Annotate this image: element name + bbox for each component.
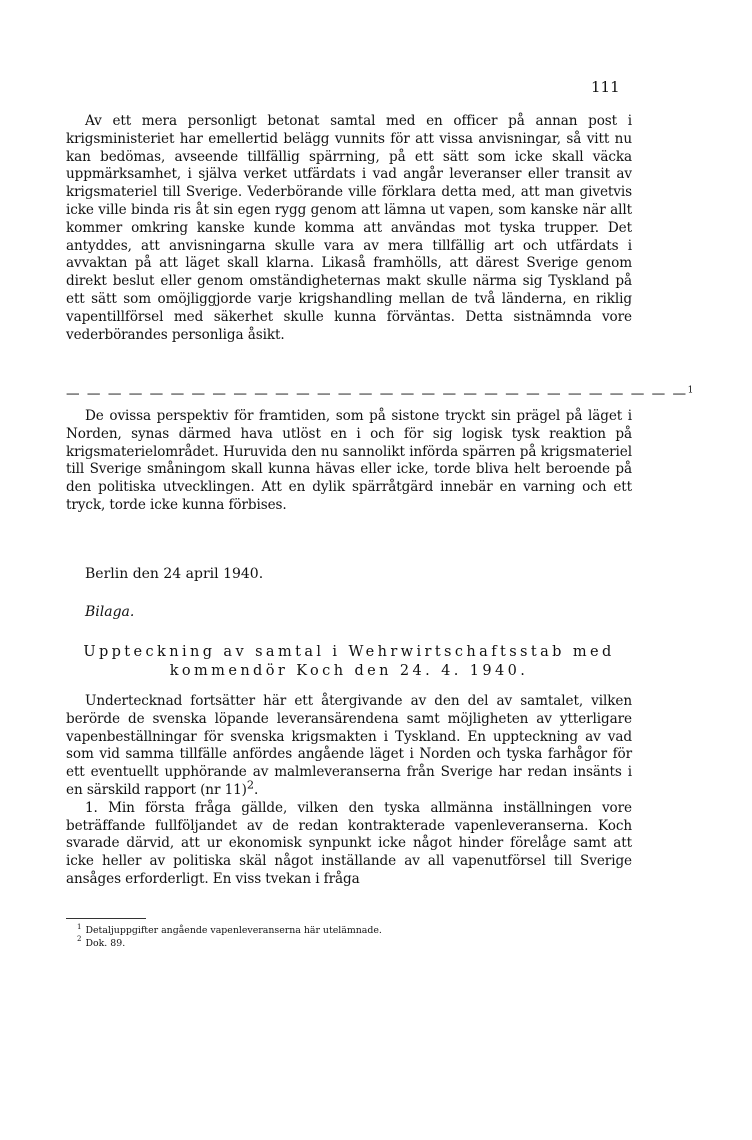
- footnote-ref-2: 2: [246, 777, 254, 792]
- footnote-2-marker: 2: [77, 935, 82, 944]
- paragraph-2: De ovissa perspektiv för framtiden, som på sistone tryckt sin prägel på läget i Norden, synas därmed hava utlöst en i och för sig logisk tysk reaktion på krigsmaterielområdet. Huruvida den nu sannolikt införda spärren på krigsmateriel till Sverige småningom skall kunna hävas eller icke, torde bliva helt beroende på den politiska utvecklingen. Att en dylik spärråtgärd innebär en varning och ett tryck, torde icke kunna förbises.: [66, 408, 632, 513]
- section-title: [66, 643, 632, 681]
- dateline: Berlin den 24 april 1940.: [85, 566, 264, 582]
- paragraph-1: Av ett mera personligt betonat samtal med en officer på annan post i krigsministeriet har emellertid belägg vunnits för att vissa anvisningar, så vitt nu kan bedömas, avseende tillfällig spärrning, på ett sätt som icke skall väcka uppmärksamhet, i själva verket utfärdats i vad angår leveranser eller transit av krigsmateriel till Sverige. Vederbörande ville förklara detta med, att man givetvis icke ville binda ris åt sin egen rygg genom att lämna ut vapen, som kanske när allt kommer omkring kanske kunde komma att användas mot tyska trupper. Det antyddes, att anvisningarna skulle vara av mera tillfällig art och utfärdats i avvaktan på att läget skall klarna. Likaså framhölls, att därest Sverige genom direkt beslut eller genom omständigheternas makt skulle närma sig Tyskland på ett sätt som omöjliggjorde varje krigshandling mellan de två länderna, en riklig vapentillförsel med säkerhet skulle kunna förväntas. Detta sistnämnda vore vederbörandes personliga åsikt.: [66, 113, 632, 343]
- footnote-1: [77, 922, 617, 938]
- page-number: 111: [591, 78, 620, 96]
- appendix-heading: Bilaga.: [85, 604, 135, 620]
- footnote-1-marker: 1: [77, 922, 82, 931]
- paragraph-4: 1. Min första fråga gällde, vilken den tyska allmänna inställningen vore beträffande fullföljandet av de redan kontrakterade vapenleveranserna. Koch svarade därvid, att ur ekonomisk synpunkt icke något hinder förelåge samt att icke heller av politiska skäl något inställande av all vapenutförsel till Sverige ansåges erforderligt. En viss tvekan i fråga: [66, 799, 632, 887]
- section-title-line-2: kommendör Koch den 24. 4. 1940.: [169, 663, 529, 679]
- body-text-middle: [66, 408, 632, 515]
- footnote-divider: [66, 918, 146, 919]
- footnote-ref-1: 1: [687, 385, 694, 396]
- footnote-2: [77, 935, 617, 951]
- paragraph-3-text: Undertecknad fortsätter här ett återgivande av den del av samtalet, vilken berörde de svenska löpande leveransärendena samt möjligheten av ytterligare vapenbeställningar för svenska krigsmakten i Tyskland. En uppteckning av vad som vid samma tillfälle anfördes angående läget i Norden och tyska farhågor för ett eventuellt upphörande av malmleveranserna från Sverige har redan insänts i en särskild rapport (nr 11): [66, 693, 632, 798]
- paragraph-3-end: .: [254, 781, 259, 798]
- footnote-1-text: Detaljuppgifter angående vapenleveranserna här utelämnade.: [85, 925, 382, 936]
- body-text-bottom: [66, 693, 632, 889]
- omission-dashes: — — — — — — — — — — — — — — — — — — — — — — — — — — — — — —: [66, 386, 688, 402]
- footnote-2-text: Dok. 89.: [85, 937, 126, 949]
- section-title-line-1: Uppteckning av samtal i Wehrwirtschaftsstab med: [83, 644, 615, 660]
- footnotes: [77, 922, 617, 950]
- paragraph-3: [66, 693, 632, 800]
- omission-marker: [66, 385, 694, 402]
- body-text-top: [66, 113, 632, 344]
